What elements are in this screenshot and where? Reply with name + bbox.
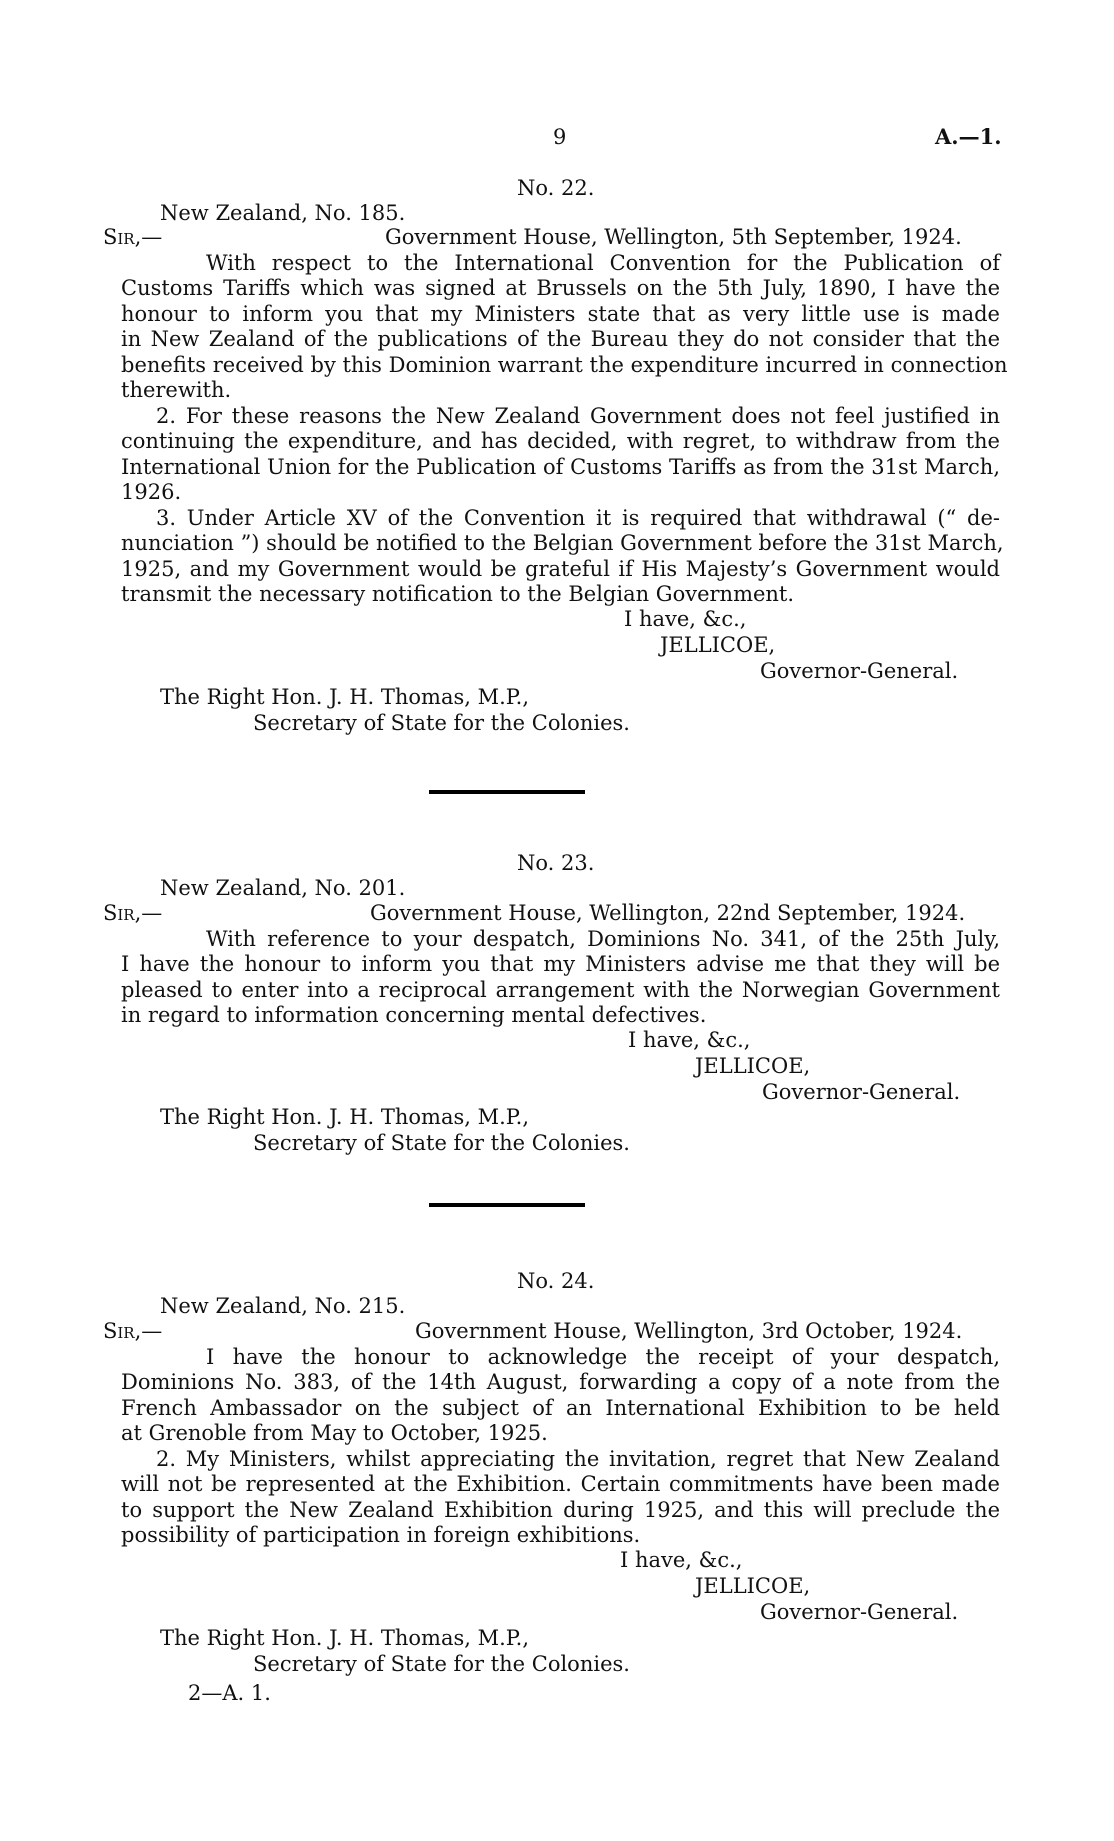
signatory: JELLICOE, bbox=[660, 633, 776, 657]
body-line: 3. Under Article XV of the Convention it is required that withdrawal (“ de- bbox=[156, 506, 1000, 530]
address-date: Government House, Wellington, 5th September, 1924. bbox=[385, 225, 962, 249]
body-line: in New Zealand of the publications of the Bureau they do not consider that the bbox=[121, 327, 1000, 351]
section-divider bbox=[429, 790, 585, 794]
salutation: Sir,— bbox=[103, 901, 163, 925]
body-line: possibility of participation in foreign exhibitions. bbox=[121, 1523, 641, 1547]
section-divider bbox=[429, 1203, 585, 1207]
body-line: 1926. bbox=[121, 480, 182, 504]
page-number: 9 bbox=[553, 125, 567, 149]
signatory: JELLICOE, bbox=[695, 1574, 811, 1598]
signatory-title: Governor-General. bbox=[760, 659, 959, 683]
body-line: will not be represented at the Exhibition. Certain commitments have been made bbox=[121, 1472, 1000, 1496]
body-line: pleased to enter into a reciprocal arrangement with the Norwegian Government bbox=[121, 978, 1000, 1002]
body-line: With reference to your despatch, Dominions No. 341, of the 25th July, bbox=[206, 927, 1000, 951]
body-line: continuing the expenditure, and has decided, with regret, to withdraw from the bbox=[121, 429, 1000, 453]
body-line: I have the honour to inform you that my Ministers advise me that they will be bbox=[121, 952, 1000, 976]
body-line: nunciation ”) should be notified to the Belgian Government before the 31st March, bbox=[121, 531, 1004, 555]
closing: I have, &c., bbox=[628, 1028, 751, 1052]
body-line: 2. For these reasons the New Zealand Government does not feel justified in bbox=[156, 404, 1000, 428]
body-line: French Ambassador on the subject of an International Exhibition to be held bbox=[121, 1396, 1000, 1420]
letter-reference: New Zealand, No. 201. bbox=[160, 876, 406, 900]
letter-number: No. 24. bbox=[517, 1269, 595, 1293]
body-line: I have the honour to acknowledge the receipt of your despatch, bbox=[206, 1345, 1000, 1369]
salutation: Sir,— bbox=[103, 1319, 163, 1343]
signatory: JELLICOE, bbox=[695, 1054, 811, 1078]
body-line: 1925, and my Government would be grateful if His Majesty’s Government would bbox=[121, 557, 1000, 581]
addressee: The Right Hon. J. H. Thomas, M.P., bbox=[160, 685, 530, 709]
body-line: Customs Tariffs which was signed at Brussels on the 5th July, 1890, I have the bbox=[121, 276, 1000, 300]
body-line: International Union for the Publication of Customs Tariffs as from the 31st March, bbox=[121, 455, 1000, 479]
signature-mark: 2—A. 1. bbox=[188, 1681, 271, 1705]
letter-number: No. 22. bbox=[517, 176, 595, 200]
addressee: The Right Hon. J. H. Thomas, M.P., bbox=[160, 1626, 530, 1650]
document-code: A.—1. bbox=[935, 124, 1002, 149]
address-date: Government House, Wellington, 22nd September, 1924. bbox=[370, 901, 966, 925]
letter-reference: New Zealand, No. 185. bbox=[160, 201, 406, 225]
closing: I have, &c., bbox=[620, 1548, 743, 1572]
addressee: The Right Hon. J. H. Thomas, M.P., bbox=[160, 1105, 530, 1129]
signatory-title: Governor-General. bbox=[762, 1080, 961, 1104]
body-line: to support the New Zealand Exhibition during 1925, and this will preclude the bbox=[121, 1498, 1000, 1522]
address-date: Government House, Wellington, 3rd October, 1924. bbox=[415, 1319, 963, 1343]
body-line: therewith. bbox=[121, 378, 232, 402]
addressee-title: Secretary of State for the Colonies. bbox=[253, 1652, 630, 1676]
signatory-title: Governor-General. bbox=[760, 1600, 959, 1624]
letter-reference: New Zealand, No. 215. bbox=[160, 1294, 406, 1318]
addressee-title: Secretary of State for the Colonies. bbox=[253, 711, 630, 735]
body-line: 2. My Ministers, whilst appreciating the invitation, regret that New Zealand bbox=[156, 1447, 1000, 1471]
body-line: Dominions No. 383, of the 14th August, forwarding a copy of a note from the bbox=[121, 1370, 1000, 1394]
salutation: Sir,— bbox=[103, 225, 163, 249]
body-line: at Grenoble from May to October, 1925. bbox=[121, 1421, 548, 1445]
body-line: benefits received by this Dominion warrant the expenditure incurred in connection bbox=[121, 353, 1008, 377]
body-line: honour to inform you that my Ministers state that as very little use is made bbox=[121, 302, 1000, 326]
body-line: transmit the necessary notification to the Belgian Government. bbox=[121, 582, 795, 606]
letter-number: No. 23. bbox=[517, 851, 595, 875]
addressee-title: Secretary of State for the Colonies. bbox=[253, 1131, 630, 1155]
closing: I have, &c., bbox=[624, 607, 747, 631]
body-line: With respect to the International Convention for the Publication of bbox=[206, 251, 1000, 275]
body-line: in regard to information concerning mental defectives. bbox=[121, 1003, 707, 1027]
